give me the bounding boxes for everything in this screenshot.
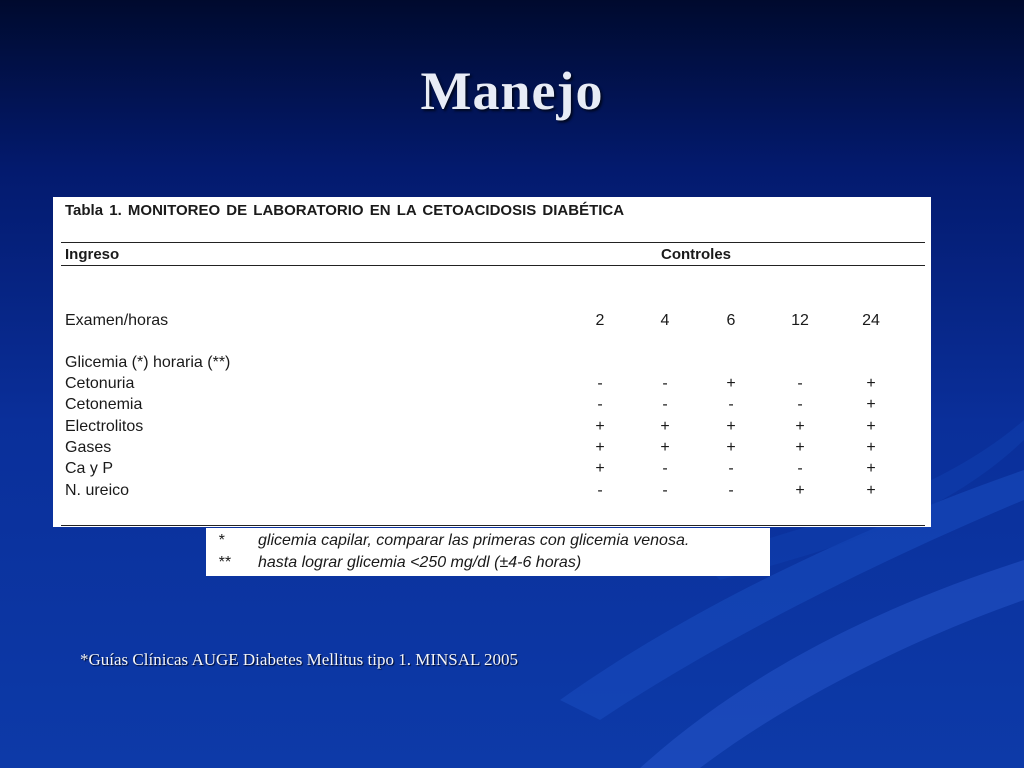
hour-header: 6 [726, 312, 736, 329]
table-caption: Tabla 1. MONITOREO DE LABORATORIO EN LA CETOACIDOSIS DIABÉTICA [65, 202, 625, 219]
table-cell: + [866, 396, 876, 413]
table-cell: + [726, 418, 736, 435]
footnote-text: glicemia capilar, comparar las primeras con glicemia venosa. [258, 532, 690, 549]
lab-monitoring-table [53, 197, 931, 527]
table-cell: - [728, 460, 734, 477]
table-cell: + [726, 375, 736, 392]
divider [61, 265, 925, 266]
row-label: Glicemia (*) horaria (**) [65, 354, 231, 371]
table-cell: + [866, 439, 876, 456]
table-cell: + [795, 482, 805, 499]
table-cell: + [595, 418, 605, 435]
table-cell: + [660, 418, 670, 435]
table-cell: + [595, 439, 605, 456]
table-cell: + [595, 460, 605, 477]
header-ingreso: Ingreso [65, 246, 120, 263]
table-cell: - [597, 375, 603, 392]
table-cell: + [866, 375, 876, 392]
hour-header: 2 [595, 312, 605, 329]
source-citation: *Guías Clínicas AUGE Diabetes Mellitus tipo 1. MINSAL 2005 [80, 650, 519, 669]
divider [61, 525, 925, 526]
table-cell: + [726, 439, 736, 456]
row-label: Electrolitos [65, 418, 144, 435]
table-cell: - [597, 482, 603, 499]
row-label: Cetonuria [65, 375, 135, 392]
row-label: Cetonemia [65, 396, 143, 413]
table-cell: + [660, 439, 670, 456]
hour-header: 12 [791, 312, 809, 329]
hour-header: 4 [660, 312, 670, 329]
table-cell: - [797, 375, 803, 392]
row-label: N. ureico [65, 482, 130, 499]
table-cell: - [662, 375, 668, 392]
row-label: Gases [65, 439, 112, 456]
table-cell: - [797, 460, 803, 477]
table-cell: - [662, 482, 668, 499]
table-cell: - [797, 396, 803, 413]
footnotes-box [206, 528, 770, 576]
table-cell: + [866, 418, 876, 435]
slide-title: Manejo [420, 61, 604, 121]
table-cell: + [795, 439, 805, 456]
table-cell: - [662, 460, 668, 477]
footnote-text: hasta lograr glicemia <250 mg/dl (±4-6 horas) [258, 554, 582, 571]
hour-header: 24 [862, 312, 880, 329]
row-label: Ca y P [65, 460, 114, 477]
column-label: Examen/horas [65, 312, 169, 329]
table-cell: - [662, 396, 668, 413]
table-cell: + [795, 418, 805, 435]
table-cell: - [728, 396, 734, 413]
divider [61, 242, 925, 243]
header-controles: Controles [661, 246, 732, 263]
footnote-mark: ** [218, 554, 231, 571]
footnote-mark: * [218, 532, 225, 549]
table-cell: - [728, 482, 734, 499]
table-cell: + [866, 460, 876, 477]
table-cell: + [866, 482, 876, 499]
table-cell: - [597, 396, 603, 413]
